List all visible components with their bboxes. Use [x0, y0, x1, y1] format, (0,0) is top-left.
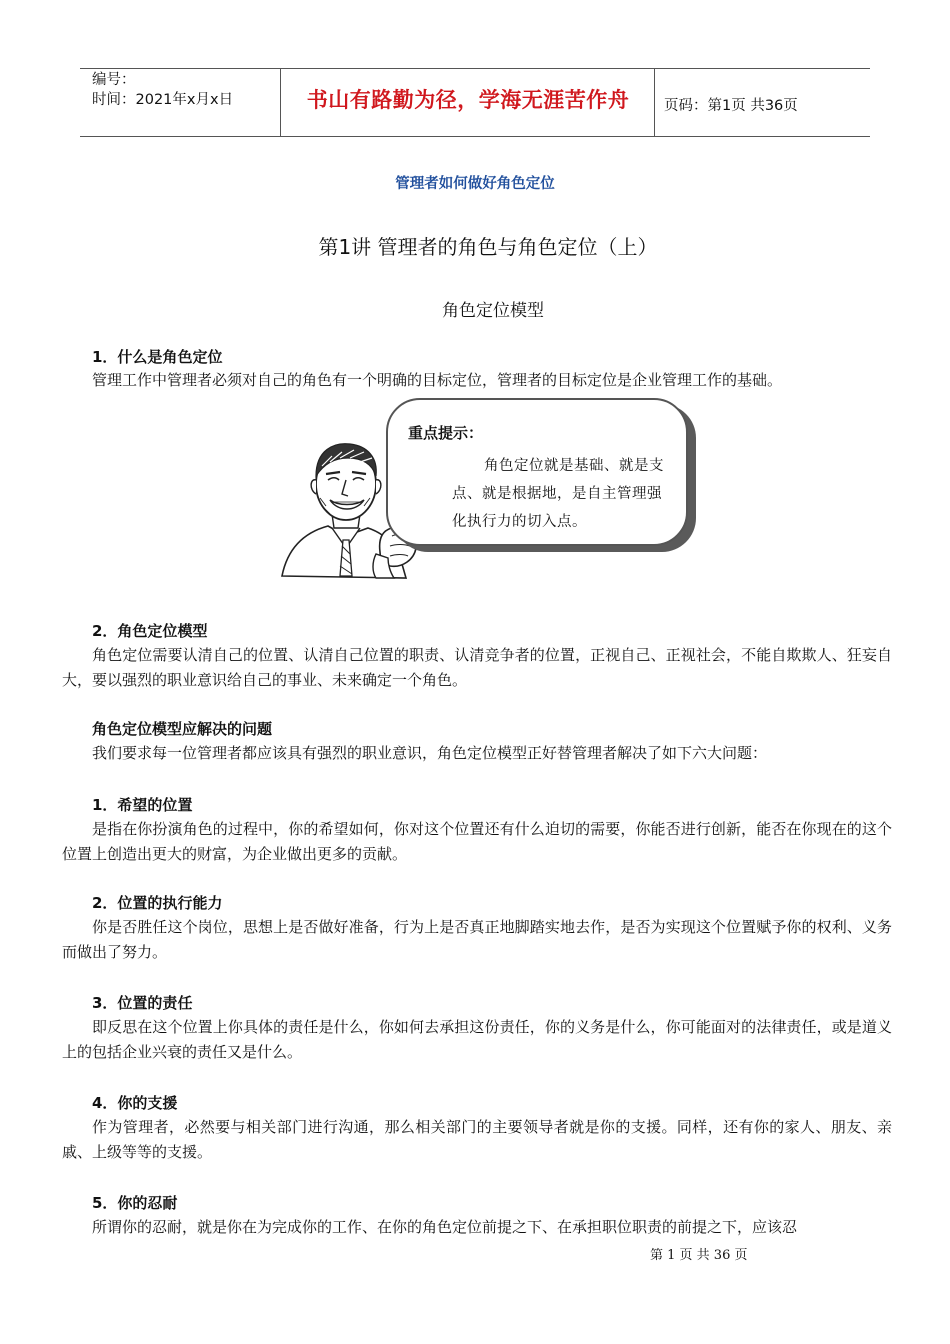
paragraph-model-problems: 我们要求每一位管理者都应该具有强烈的职业意识，角色定位模型正好替管理者解决了如下六大问题： [92, 744, 768, 762]
callout-title: 重点提示： [408, 424, 484, 442]
paragraph-desired-position: 是指在你扮演角色的过程中，你的希望如何，你对这个位置还有什么迫切的需要，你能否进行创新，能否在你现在的这个位置上创造出更大的财富，为企业做出更多的贡献。 [62, 820, 892, 863]
heading-desired-position: 1．希望的位置 [92, 796, 193, 814]
paragraph-your-patience: 所谓你的忍耐，就是你在为完成你的工作、在你的角色定位前提之下、在承担职位职责的前提之下，应该忍 [92, 1218, 798, 1236]
paragraph-what-is-role-positioning: 管理工作中管理者必须对自己的角色有一个明确的目标定位，管理者的目标定位是企业管理工作的基础。 [92, 371, 783, 389]
serial-label: 编号： [92, 72, 136, 88]
footer-page-number: 第 1 页 共 36 页 [650, 1248, 748, 1263]
header-meta [92, 70, 233, 110]
paragraph-execution-ability: 你是否胜任这个岗位，思想上是否做好准备，行为上是否真正地脚踏实地去作，是否为实现这个位置赋予你的权利、义务而做出了努力。 [62, 918, 892, 961]
paragraph-role-model: 角色定位需要认清自己的位置、认清自己位置的职责、认清竞争者的位置，正视自己、正视社会，不能自欺欺人、狂妄自大，要以强烈的职业意识给自己的事业、未来确定一个角色。 [62, 646, 892, 689]
header-divider-left [280, 68, 281, 136]
heading-position-responsibility: 3．位置的责任 [92, 994, 193, 1012]
document-title: 管理者如何做好角色定位 [395, 176, 555, 192]
header-divider-right [654, 68, 655, 136]
lecture-title: 第1讲 管理者的角色与角色定位（上） [318, 235, 658, 259]
heading-what-is-role-positioning: 1．什么是角色定位 [92, 348, 223, 366]
header-page-info: 页码：第1页 共36页 [664, 98, 798, 114]
heading-execution-ability: 2．位置的执行能力 [92, 894, 223, 912]
header-bottom-border [80, 136, 870, 137]
header-motto: 书山有路勤为径，学海无涯苦作舟 [306, 88, 630, 112]
callout-body: 角色定位就是基础、就是支点、就是根据地，是自主管理强化执行力的切入点。 [452, 458, 664, 530]
heading-your-patience: 5．你的忍耐 [92, 1194, 178, 1212]
heading-role-model: 2．角色定位模型 [92, 622, 208, 640]
header-top-border [80, 68, 870, 69]
paragraph-position-responsibility: 即反思在这个位置上你具体的责任是什么，你如何去承担这份责任，你的义务是什么，你可能面对的法律责任，或是道义上的包括企业兴衰的责任又是什么。 [62, 1018, 892, 1061]
paragraph-your-support: 作为管理者，必然要与相关部门进行沟通，那么相关部门的主要领导者就是你的支援。同样，还有你的家人、朋友、亲戚、上级等等的支援。 [62, 1118, 892, 1161]
section-title: 角色定位模型 [442, 301, 544, 321]
heading-your-support: 4．你的支援 [92, 1094, 178, 1112]
time-label: 时间：2021年x月x日 [92, 92, 234, 108]
heading-model-problems: 角色定位模型应解决的问题 [92, 720, 273, 738]
